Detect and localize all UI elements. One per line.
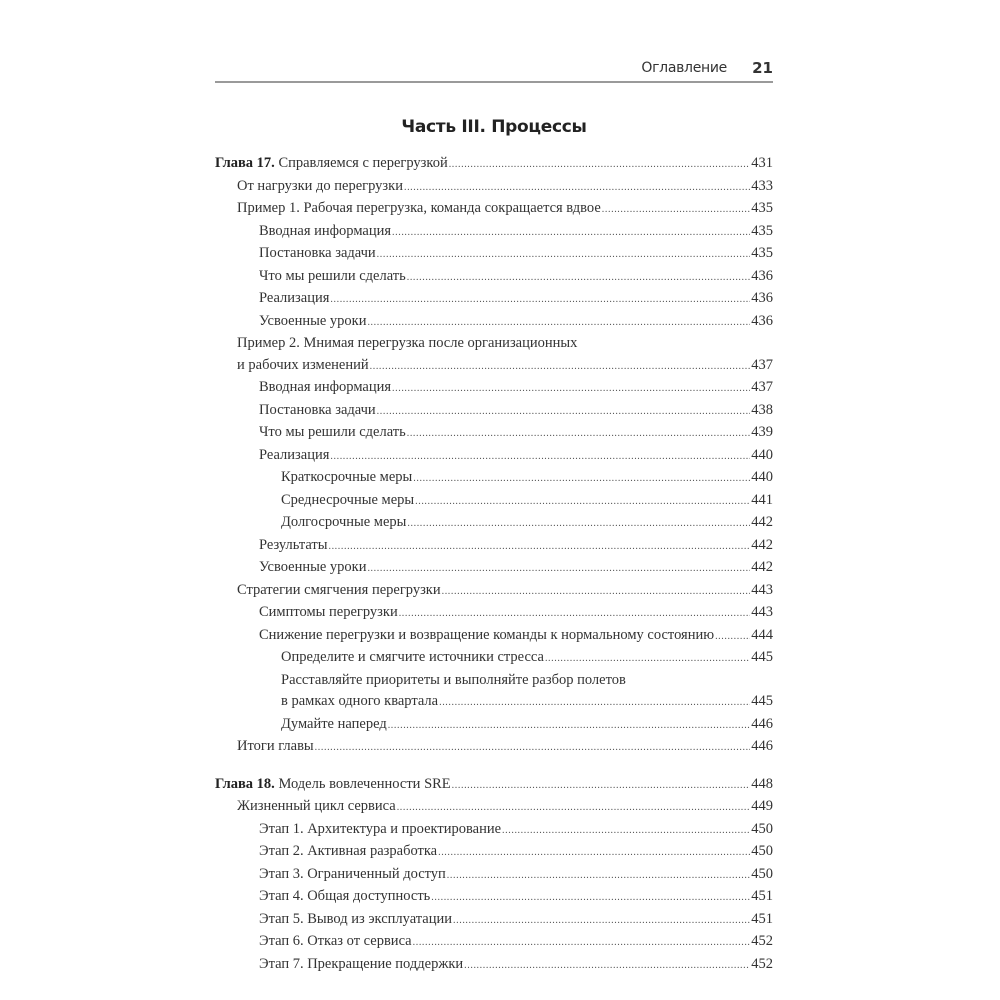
- running-head: [215, 58, 773, 78]
- toc-entry-row: [281, 714, 773, 737]
- header-rule: [215, 81, 773, 83]
- toc-entry[interactable]: [215, 557, 773, 580]
- toc-entry-page-number: 436: [751, 290, 773, 306]
- toc-entry-title: Этап 2. Активная разработка: [259, 843, 438, 859]
- toc-entry-title: Этап 6. Отказ от сервиса: [259, 933, 412, 949]
- toc-entry-title: Пример 1. Рабочая перегрузка, команда сокращается вдвое: [237, 200, 601, 216]
- toc-entry-page-number: 433: [751, 177, 773, 194]
- toc-entry[interactable]: [215, 841, 773, 864]
- toc-entry[interactable]: [215, 819, 773, 842]
- toc-entry-row: [237, 796, 773, 819]
- dot-leader: [370, 356, 751, 378]
- toc-entry-title: Этап 1. Архитектура и проектирование: [259, 820, 502, 837]
- toc-entry[interactable]: [215, 647, 773, 670]
- toc-entry-title: [215, 774, 451, 796]
- part-title: Часть III. Процессы: [401, 117, 587, 137]
- toc-entry-page-number: 440: [751, 446, 773, 463]
- toc-entry-page-number: 441: [751, 491, 773, 508]
- toc-entry-page-number: 431: [751, 155, 773, 171]
- toc-entry[interactable]: [215, 535, 773, 558]
- toc-entry-page-number: 436: [751, 267, 773, 284]
- chapter-gap: [215, 759, 773, 774]
- dot-leader: [367, 558, 750, 580]
- dot-leader: [413, 932, 751, 954]
- toc-entry-row: [215, 153, 773, 176]
- toc-entry-row: [259, 602, 773, 625]
- toc-entry-page-number: 451: [751, 910, 773, 927]
- toc-entry-title: Среднесрочные меры: [281, 491, 415, 508]
- dot-leader: [447, 865, 750, 887]
- toc-entry-row: [259, 819, 773, 842]
- toc-entry[interactable]: [215, 602, 773, 625]
- toc-entry-page-number: 435: [751, 245, 773, 261]
- dot-leader: [453, 910, 750, 932]
- toc-entry-row: [259, 557, 773, 580]
- toc-entry[interactable]: [215, 714, 773, 737]
- toc-entry-row: [259, 221, 773, 244]
- toc-entry[interactable]: [215, 198, 773, 221]
- running-head-page-number: 21: [752, 59, 773, 77]
- toc-entry-page-number: 446: [751, 738, 773, 754]
- toc-entry-page-number: 443: [751, 581, 773, 598]
- toc-entry-row: [259, 909, 773, 932]
- toc-entry-page-number: 439: [751, 424, 773, 440]
- dot-leader: [392, 378, 750, 400]
- toc-entry-row: [259, 243, 773, 266]
- toc-entry-title: Что мы решили сделать: [259, 267, 406, 284]
- toc-entry-title: Реализация: [259, 290, 330, 306]
- toc-entry-title-line1: Расставляйте приоритеты и выполняйте разбор полетов: [281, 671, 626, 688]
- dot-leader: [449, 154, 751, 176]
- toc-entry-title: Стратегии смягчения перегрузки: [237, 581, 441, 598]
- toc-entry-title: Усвоенные уроки: [259, 559, 367, 575]
- toc-entry-page-number: 450: [751, 865, 773, 882]
- dot-leader: [415, 491, 750, 513]
- dot-leader: [431, 887, 750, 909]
- dot-leader: [328, 536, 750, 558]
- dot-leader: [407, 423, 751, 445]
- toc-entry-row: [259, 841, 773, 864]
- toc-entry-row: [259, 377, 773, 400]
- toc-entry-title: Краткосрочные меры: [281, 469, 413, 485]
- toc-entry-page-number: 442: [751, 536, 773, 553]
- toc-entry[interactable]: [215, 580, 773, 603]
- toc-entry[interactable]: [215, 736, 773, 759]
- dot-leader: [392, 222, 750, 244]
- toc-entry-title-line1: Пример 2. Мнимая перегрузка после организационных: [237, 335, 578, 351]
- toc-entry[interactable]: [215, 176, 773, 199]
- toc-entry[interactable]: [215, 266, 773, 289]
- toc-entry[interactable]: [215, 422, 773, 445]
- chapter-title: Справляемся с перегрузкой: [274, 155, 448, 171]
- toc-entry-page-number: 440: [751, 469, 773, 485]
- toc-entry-title: Жизненный цикл сервиса: [237, 798, 396, 814]
- chapter-label: Глава 18.: [215, 775, 275, 792]
- toc-entry-row: [259, 266, 773, 289]
- toc-entry-row: [237, 176, 773, 199]
- toc-entry[interactable]: [215, 796, 773, 819]
- dot-leader: [442, 581, 751, 603]
- toc-entry[interactable]: [215, 288, 773, 311]
- dot-leader: [452, 775, 751, 797]
- toc-entry[interactable]: [215, 311, 773, 334]
- toc-entry-page-number: 449: [751, 798, 773, 814]
- dot-leader: [464, 955, 750, 977]
- table-of-contents: [215, 153, 773, 976]
- toc-entry[interactable]: [215, 445, 773, 468]
- toc-entry-page-number: 436: [751, 312, 773, 329]
- toc-entry-title: Симптомы перегрузки: [259, 604, 398, 620]
- toc-entry-row: [259, 625, 773, 648]
- toc-entry-page-number: 437: [751, 379, 773, 395]
- toc-entry-title: Постановка задачи: [259, 245, 376, 261]
- toc-entry-title: Вводная информация: [259, 222, 392, 239]
- dot-leader: [404, 177, 750, 199]
- toc-entry-page-number: 444: [751, 626, 773, 643]
- dot-leader: [315, 737, 751, 759]
- toc-chapter-entry[interactable]: [215, 774, 773, 797]
- toc-entry[interactable]: [215, 670, 773, 714]
- toc-entry-title: Реализация: [259, 446, 330, 463]
- toc-entry[interactable]: [215, 490, 773, 513]
- chapter-title: Модель вовлеченности SRE: [274, 775, 451, 792]
- toc-entry-title: в рамках одного квартала: [281, 693, 439, 709]
- toc-entry[interactable]: [215, 512, 773, 535]
- dot-leader: [545, 648, 750, 670]
- toc-entry-page-number: 438: [751, 401, 773, 418]
- toc-entry[interactable]: [215, 909, 773, 932]
- dot-leader: [502, 820, 750, 842]
- toc-entry-title: Этап 5. Вывод из эксплуатации: [259, 910, 453, 927]
- dot-leader: [330, 289, 750, 311]
- toc-entry-page-number: 450: [751, 820, 773, 837]
- toc-entry-row: [237, 580, 773, 603]
- toc-entry[interactable]: [215, 864, 773, 887]
- toc-entry-title: Определите и смягчите источники стресса: [281, 649, 544, 665]
- toc-entry-row: [281, 647, 773, 670]
- toc-entry-title: Итоги главы: [237, 738, 314, 754]
- toc-entry-title: Усвоенные уроки: [259, 312, 367, 329]
- toc-entry[interactable]: [215, 625, 773, 648]
- toc-entry-title: Снижение перегрузки и возвращение команды к нормальному состоянию: [259, 626, 715, 643]
- dot-leader: [438, 842, 750, 864]
- toc-entry-page-number: 435: [751, 222, 773, 239]
- toc-entry-row: [259, 422, 773, 445]
- dot-leader: [367, 312, 750, 334]
- toc-entry-row: [259, 445, 773, 468]
- toc-chapter-entry[interactable]: [215, 153, 773, 176]
- dot-leader: [397, 797, 751, 819]
- toc-entry-page-number: 437: [751, 356, 773, 373]
- toc-entry[interactable]: [215, 243, 773, 266]
- toc-entry-page-number: 443: [751, 604, 773, 620]
- toc-entry-title: Долгосрочные меры: [281, 514, 407, 530]
- toc-entry-page-number: 451: [751, 888, 773, 904]
- toc-entry-row: [259, 864, 773, 887]
- toc-entry-row: [237, 355, 773, 378]
- toc-entry-row: [281, 691, 773, 714]
- toc-entry-title: Этап 4. Общая доступность: [259, 888, 431, 904]
- dot-leader: [715, 626, 750, 648]
- toc-entry-page-number: 445: [751, 693, 773, 709]
- toc-entry-row: [259, 931, 773, 954]
- toc-entry[interactable]: [215, 954, 773, 977]
- toc-entry-page-number: 445: [751, 649, 773, 665]
- dot-leader: [399, 603, 751, 625]
- toc-entry-page-number: 435: [751, 200, 773, 216]
- dot-leader: [407, 513, 750, 535]
- toc-entry-row: [215, 774, 773, 797]
- toc-entry-row: [237, 198, 773, 221]
- toc-entry-row: [259, 288, 773, 311]
- toc-entry-title: и рабочих изменений: [237, 356, 369, 373]
- dot-leader: [439, 692, 750, 714]
- toc-entry-row: [259, 311, 773, 334]
- toc-entry-page-number: 442: [751, 559, 773, 575]
- toc-entry-row: [237, 736, 773, 759]
- toc-entry-title: От нагрузки до перегрузки: [237, 177, 403, 194]
- dot-leader: [388, 715, 751, 737]
- dot-leader: [377, 401, 751, 423]
- toc-entry[interactable]: [215, 886, 773, 909]
- toc-entry-row: [281, 490, 773, 513]
- toc-entry-title: Вводная информация: [259, 379, 392, 395]
- toc-entry-row: [281, 512, 773, 535]
- toc-entry-title: Результаты: [259, 536, 328, 553]
- toc-entry-page-number: 446: [751, 715, 773, 732]
- toc-entry-title: Думайте наперед: [281, 715, 387, 732]
- toc-entry-title: Этап 7. Прекращение поддержки: [259, 955, 464, 972]
- toc-entry[interactable]: [215, 333, 773, 377]
- chapter-label: Глава 17.: [215, 155, 275, 171]
- toc-entry-page-number: 442: [751, 514, 773, 530]
- toc-entry-row: [259, 400, 773, 423]
- toc-entry-page-number: 448: [751, 775, 773, 792]
- toc-entry-row: [281, 467, 773, 490]
- dot-leader: [330, 446, 750, 468]
- toc-entry-page-number: 452: [751, 933, 773, 949]
- toc-entry[interactable]: [215, 931, 773, 954]
- toc-entry-title: Что мы решили сделать: [259, 424, 406, 440]
- running-head-section-title: Оглавление: [641, 60, 727, 76]
- toc-entry-row: [259, 954, 773, 977]
- toc-entry[interactable]: [215, 377, 773, 400]
- toc-entry-title: [215, 153, 448, 175]
- toc-entry-title: Этап 3. Ограниченный доступ: [259, 865, 446, 882]
- toc-entry-row: [259, 535, 773, 558]
- toc-entry-row: [259, 886, 773, 909]
- toc-entry-page-number: 450: [751, 843, 773, 859]
- dot-leader: [407, 267, 751, 289]
- toc-entry[interactable]: [215, 221, 773, 244]
- toc-entry-page-number: 452: [751, 955, 773, 972]
- toc-entry[interactable]: [215, 400, 773, 423]
- toc-entry[interactable]: [215, 467, 773, 490]
- dot-leader: [377, 244, 751, 266]
- toc-entry-title: Постановка задачи: [259, 401, 376, 418]
- dot-leader: [413, 468, 750, 490]
- dot-leader: [602, 199, 750, 221]
